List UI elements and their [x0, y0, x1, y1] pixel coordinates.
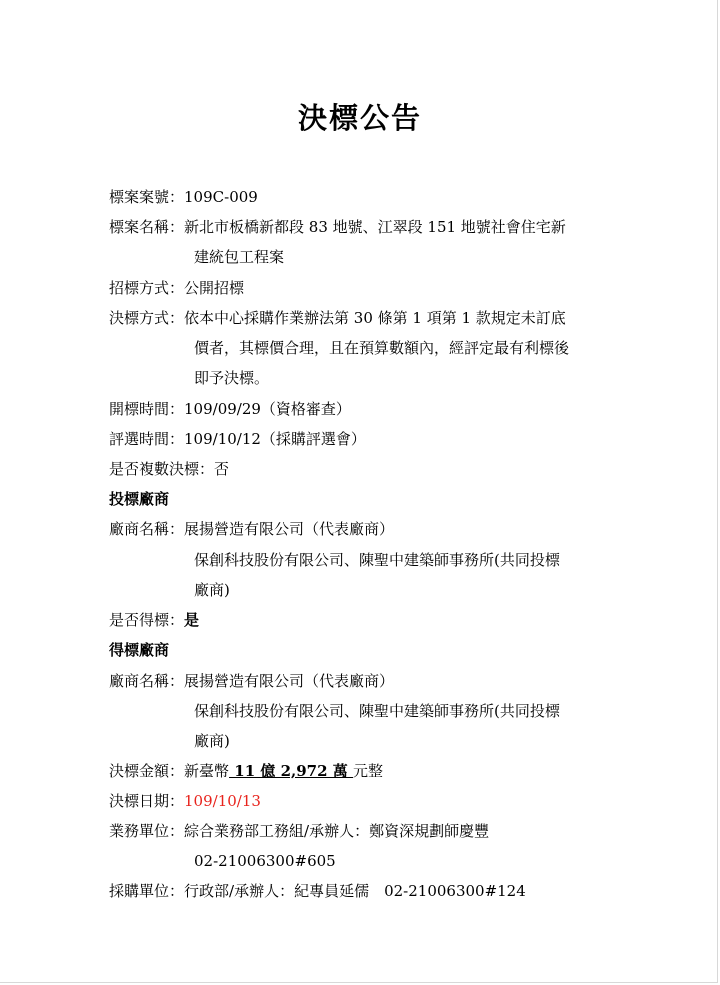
tender-method-row [109, 273, 629, 303]
procurement-unit-label: 採購單位： [109, 882, 185, 900]
bidders-line2: 保創科技股份有限公司、陳聖中建築師事務所(共同投標 [194, 551, 560, 569]
bidders-heading: 投標廠商 [109, 490, 170, 508]
business-unit-line1: 綜合業務部工務組/承辦人：鄭資深規劃師慶豐 [184, 822, 490, 840]
winners-line1: 展揚營造有限公司（代表廠商） [184, 672, 395, 690]
awarded-value: 是 [184, 611, 200, 629]
winners-line3: 廠商) [194, 732, 230, 750]
business-unit-row [109, 816, 629, 846]
bidders-label: 廠商名稱： [109, 520, 185, 538]
winners-heading: 得標廠商 [109, 641, 170, 659]
review-time-label: 評選時間： [109, 430, 185, 448]
awarded-row [109, 605, 629, 635]
case-no-value: 109C-009 [184, 188, 258, 206]
opening-time-label: 開標時間： [109, 400, 185, 418]
case-no-label: 標案案號： [109, 188, 185, 206]
procurement-unit-value: 行政部/承辦人：紀專員延儒 02-21006300#124 [184, 882, 526, 900]
review-time-row [109, 424, 629, 454]
award-amount-row [109, 756, 629, 786]
tender-method-value: 公開招標 [184, 279, 245, 297]
winners-row [109, 666, 629, 696]
bidders-line1: 展揚營造有限公司（代表廠商） [184, 520, 395, 538]
business-unit-label: 業務單位： [109, 822, 185, 840]
multiple-award-row [109, 454, 629, 484]
bidders-row [109, 514, 629, 544]
page-title: 決標公告 [297, 101, 422, 135]
case-name-label: 標案名稱： [109, 218, 185, 236]
case-no-row [109, 182, 629, 212]
award-date-value: 109/10/13 [184, 792, 261, 810]
winners-label: 廠商名稱： [109, 672, 185, 690]
business-unit-line2: 02-21006300#605 [194, 852, 336, 870]
award-date-label: 決標日期： [109, 792, 185, 810]
award-amount-value: 11 億 2,972 萬 [229, 762, 353, 780]
awarded-label: 是否得標： [109, 611, 185, 629]
award-amount-prefix: 新臺幣 [184, 762, 230, 780]
multiple-award-label: 是否複數決標： [109, 460, 215, 478]
award-method-label: 決標方式： [109, 309, 185, 327]
winners-line2: 保創科技股份有限公司、陳聖中建築師事務所(共同投標 [194, 702, 560, 720]
tender-method-label: 招標方式： [109, 279, 185, 297]
award-date-row [109, 786, 629, 816]
award-amount-suffix: 元整 [353, 762, 384, 780]
multiple-award-value: 否 [214, 460, 230, 478]
review-time-value: 109/10/12（採購評選會） [184, 430, 366, 448]
opening-time-value: 109/09/29（資格審查） [184, 400, 351, 418]
award-method-line1: 依本中心採購作業辦法第 30 條第 1 項第 1 款規定未訂底 [184, 309, 566, 327]
award-method-line2: 價者，其標價合理，且在預算數額內，經評定最有利標後 [194, 339, 570, 357]
bidders-line3: 廠商) [194, 581, 230, 599]
case-name-row [109, 212, 629, 242]
case-name-line1: 新北市板橋新都段 83 地號、江翠段 151 地號社會住宅新 [184, 218, 566, 236]
opening-time-row [109, 394, 629, 424]
award-amount-label: 決標金額： [109, 762, 185, 780]
award-method-row [109, 303, 629, 333]
award-method-line3: 即予決標。 [194, 369, 270, 387]
case-name-line2: 建統包工程案 [194, 248, 285, 266]
procurement-unit-row [109, 876, 629, 906]
